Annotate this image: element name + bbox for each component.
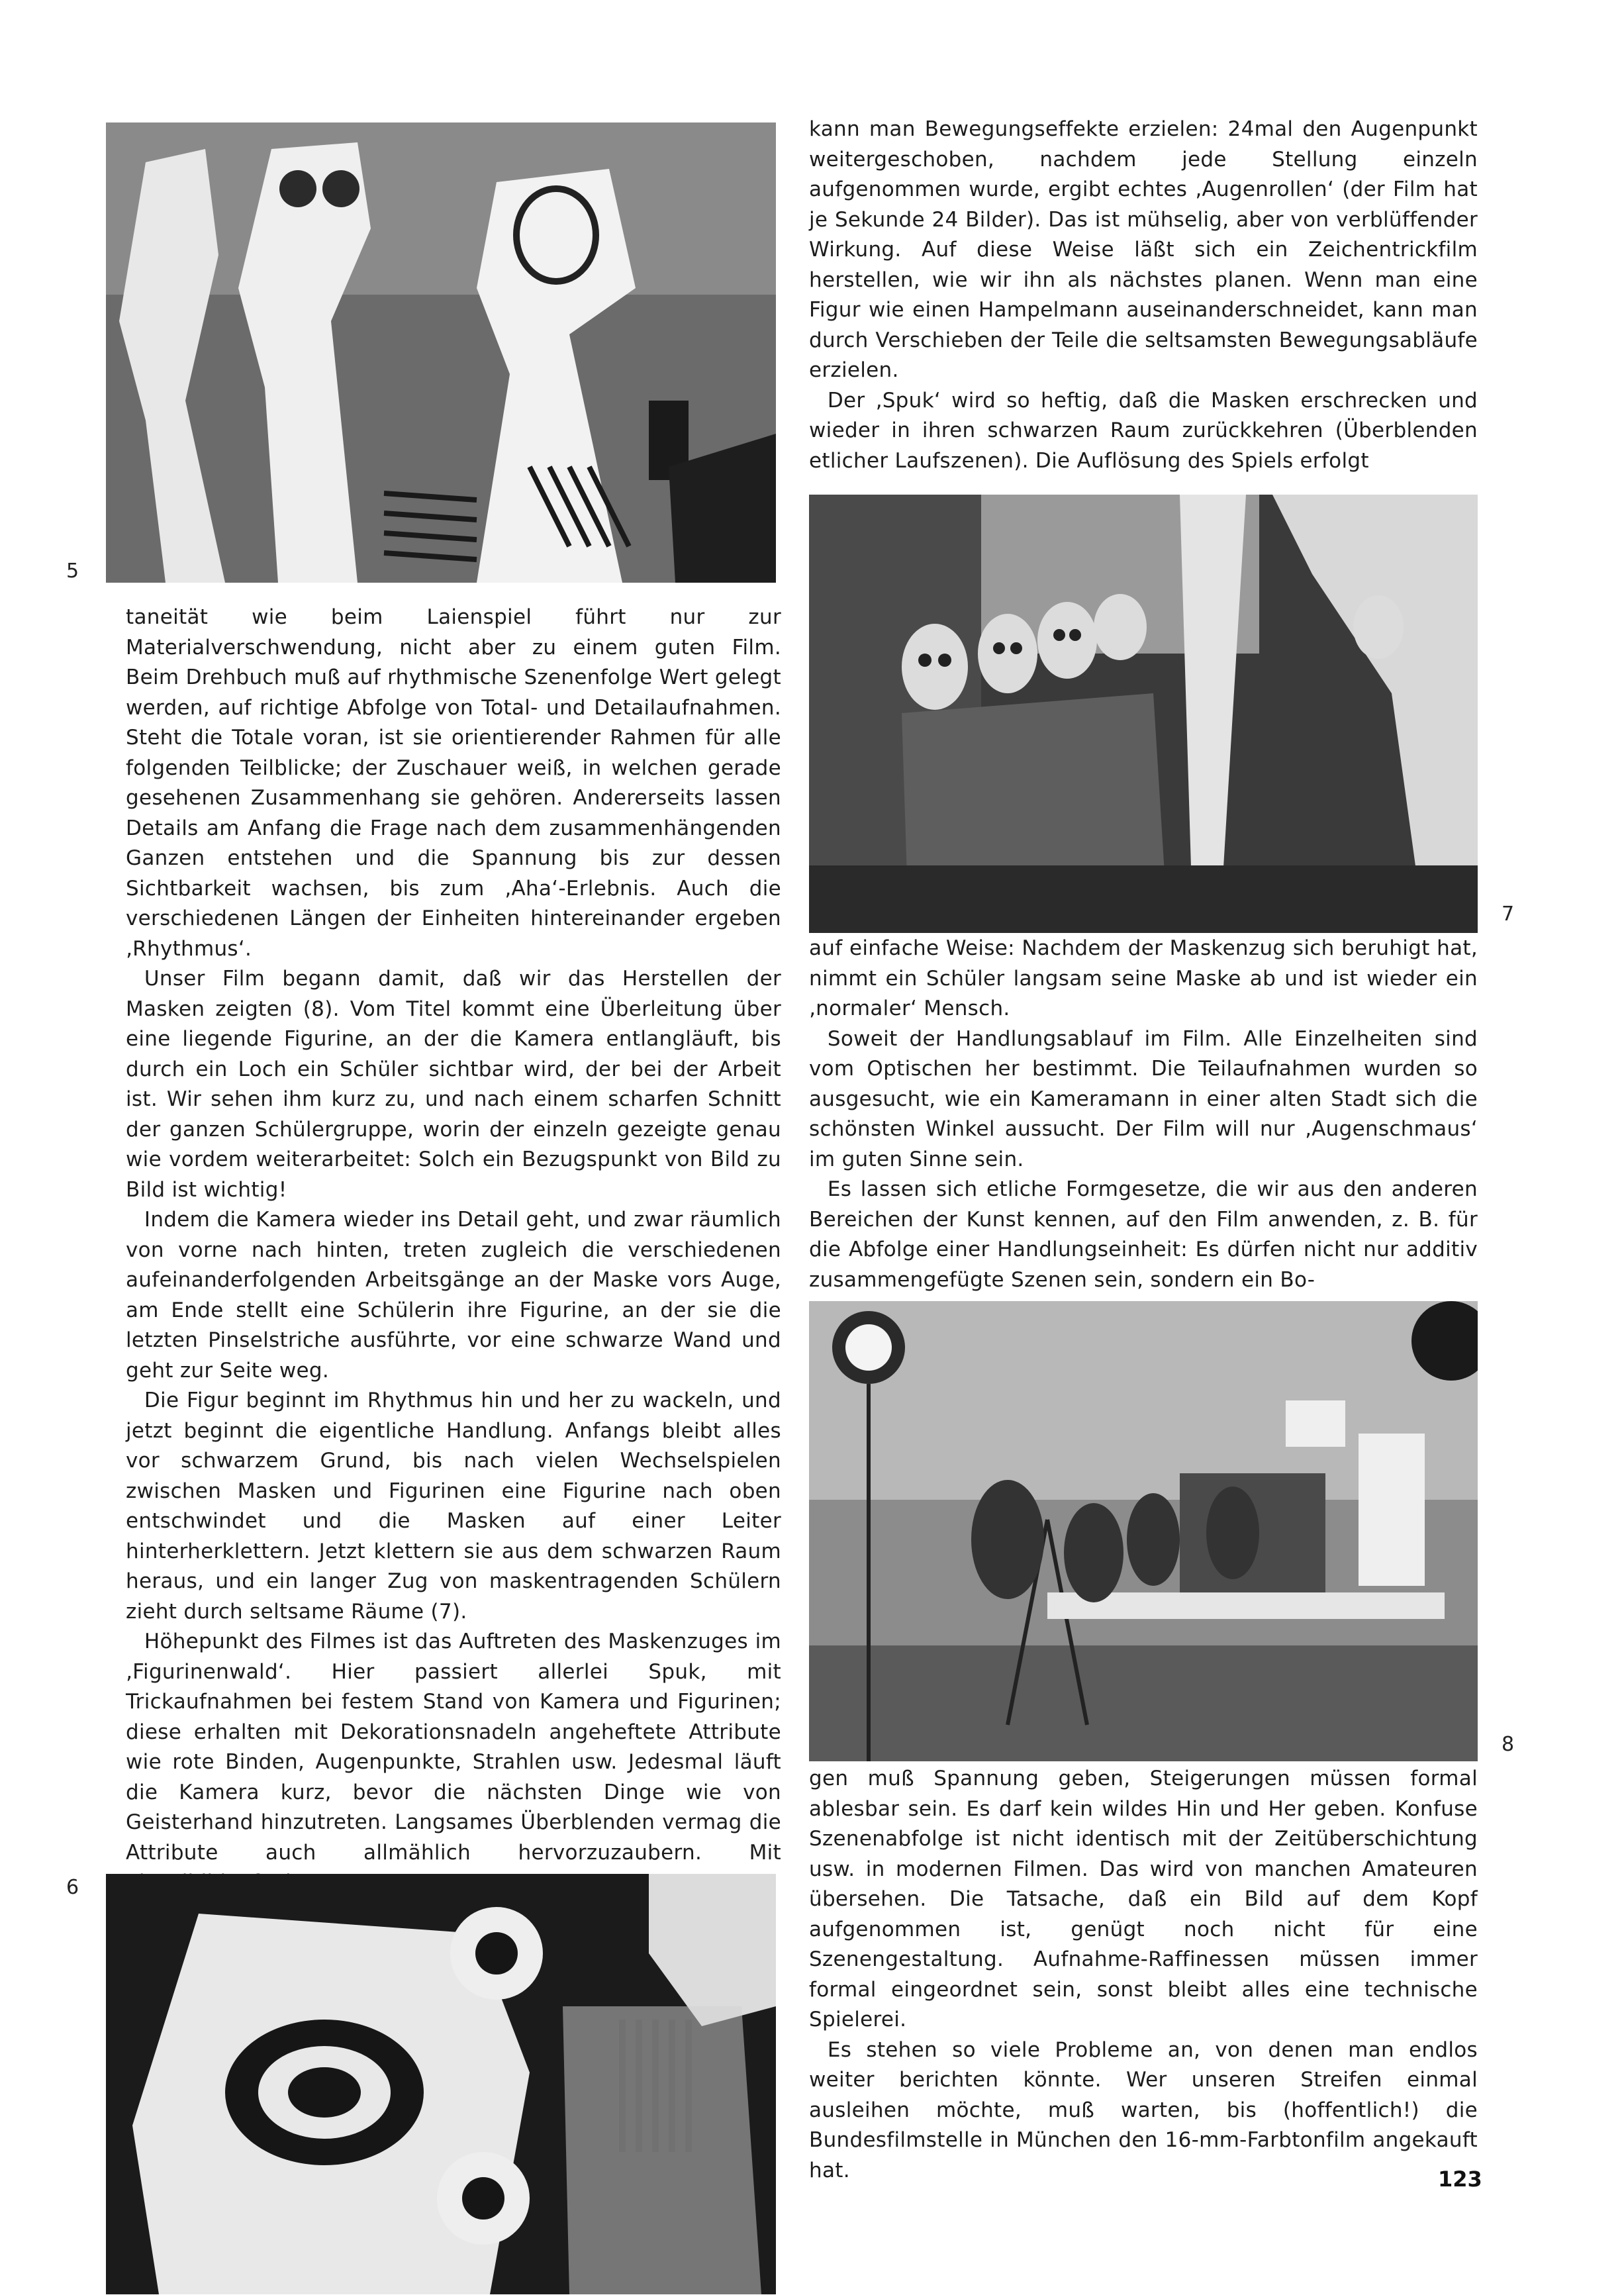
photo-figure-5 [106, 122, 776, 583]
figure-number-6: 6 [66, 1876, 79, 1899]
photo-figure-6 [106, 1874, 776, 2294]
paragraph: Höhepunkt des Filmes ist das Auftreten des Maskenzuges im ‚Figurinenwald‘. Hier passiert allerlei Spuk, mit Trickaufnahmen bei festem Stand von Kamera und Figurinen; diese erhalten mit Dekorationsnadeln angeheftete Attribute wie rote Binden, Augenpunkte, Strahlen usw. Jedesmal läuft die Kamera kurz, bevor die nächsten Dinge wie von Geisterhand hinzutreten. Langsames Überblenden vermag die Attribute auch allmählich hervorzuzaubern. Mit [126, 1630, 781, 1865]
photo-figure-8 [809, 1301, 1478, 1761]
right-column-middle-text [809, 934, 1478, 1295]
paragraph: kann man Bewegungseffekte erzielen: 24mal den Augenpunkt weitergeschoben, nachdem jede Stellung einzeln aufgenommen wurde, ergibt echtes ‚Augenrollen‘ (der Film hat je Sekunde 24 Bilder). Das ist mühselig, aber von verblüffender Wirkung. Auf diese Weise läßt sich ein Zeichentrickfilm herstellen, wie wir ihn als nächstes planen. Wenn man eine Figur wie einen Hampelmann auseinanderschneidet, kann man durch Verschieben der Teile die seltsamsten Bewegungsabläufe erzielen. [809, 117, 1478, 382]
right-column-bottom-text [809, 1764, 1478, 2186]
left-column-text [126, 603, 781, 1898]
page-number: 123 [1438, 2167, 1482, 2192]
figure-number-7: 7 [1502, 903, 1515, 926]
mask-closeup-image [106, 1874, 776, 2294]
paragraph: auf einfache Weise: Nachdem der Maskenzug sich beruhigt hat, nimmt ein Schüler langsam seine Maske ab und ist wieder ein ‚normaler‘ Mensch. [809, 936, 1478, 1020]
figurines-image [106, 122, 776, 583]
paragraph: Soweit der Handlungsablauf im Film. Alle Einzelheiten sind vom Optischen her bestimmt. Die Teilaufnahmen wurden so ausgesucht, wie ein Kameramann in einer alten Stadt sich die schönsten Winkel aussucht. Der Film will nur ‚Augenschmaus‘ im guten Sinne sein. [809, 1026, 1478, 1171]
procession-image [809, 495, 1478, 933]
figure-number-8: 8 [1502, 1733, 1515, 1756]
paragraph: taneität wie beim Laienspiel führt nur zur Materialverschwendung, nicht aber zu einem guten Film. Beim Drehbuch muß auf rhythmische Szenenfolge Wert gelegt werden, auf richtige Abfolge von Total- und Detailaufnahmen. Steht die Totale voran, ist sie orientierender Rahmen für alle folgenden Teilblicke; der Zuschauer weiß, in welchen gerade gesehenen Zusammenhang sie gehören. Andererseits lassen Details am Anfang die Frage nach dem zusammenhängenden Ganzen entstehen und die Spannung bis zur dessen Sichtbarkeit wachsen, bis zum ‚Aha‘-Erlebnis. Auch die verschiedenen Längen der Einheiten hintereinander ergeben ‚Rhythmus‘. [126, 605, 781, 961]
paragraph: Es stehen so viele Probleme an, von denen man endlos weiter berichten könnte. Wer unseren Streifen einmal ausleihen möchte, muß warten, bis (hoffentlich!) die Bundesfilmstelle in München den 16-mm-Farbtonfilm angekauft hat. [809, 2037, 1478, 2182]
paragraph: Es lassen sich etliche Formgesetze, die wir aus den anderen Bereichen der Kunst kennen, auf den Film anwenden, z. B. für die Abfolge einer Handlungseinheit: Es dürfen nicht nur additiv zusammengefügte Szenen sein, sondern ein Bo- [809, 1177, 1478, 1292]
film-set-image [809, 1301, 1478, 1761]
paragraph: Indem die Kamera wieder ins Detail geht, und zwar räumlich von vorne nach hinten, treten zugleich die verschiedenen aufeinanderfolgenden Arbeitsgänge an der Maske vors Auge, am Ende stellt eine Schülerin ihre Figurine, an der sie die letzten Pinselstriche ausführte, vor eine schwarze Wand und geht zur Seite weg. [126, 1208, 781, 1383]
paragraph: Die Figur beginnt im Rhythmus hin und her zu wackeln, und jetzt beginnt die eigentliche Handlung. Anfangs bleibt alles vor schwarzem Grund, bis nach vielen Wechselspielen zwischen Masken und Figurinen eine Figurine nach oben entschwindet und die Masken auf einer Leiter hinterherklettern. Jetzt klettern sie aus dem schwarzen Raum heraus, und ein langer Zug von maskentragenden Schülern zieht durch seltsame Räume (7). [126, 1389, 781, 1624]
paragraph: gen muß Spannung geben, Steigerungen müssen formal ablesbar sein. Es darf kein wildes Hin und Her geben. Konfuse Szenenabfolge ist nicht identisch mit der Zeitüberschichtung usw. in modernen Filmen. Das wird von manchen Amateuren übersehen. Die Tatsache, daß ein Bild auf dem Kopf aufgenommen ist, genügt noch nicht für eine Szenengestaltung. Aufnahme-Raffinessen müssen immer formal eingeordnet sein, sonst bleibt alles eine technische Spielerei. [809, 1767, 1478, 2031]
figure-number-5: 5 [66, 560, 79, 583]
photo-figure-7 [809, 495, 1478, 933]
paragraph: Der ‚Spuk‘ wird so heftig, daß die Masken erschrecken und wieder in ihren schwarzen Raum zurückkehren (Überblenden etlicher Laufszenen). Die Auflösung des Spiels erfolgt [809, 388, 1478, 473]
right-column-top-text [809, 115, 1478, 476]
paragraph: Unser Film begann damit, daß wir das Herstellen der Masken zeigten (8). Vom Titel kommt eine Überleitung über eine liegende Figurine, an der die Kamera entlangläuft, bis durch ein Loch ein Schüler sichtbar wird, der bei der Arbeit ist. Wir sehen ihm kurz zu, und nach einem scharfen Schnitt der ganzen Schülergruppe, worin der einzeln gezeigte genau wie vordem weiterarbeitet: Solch ein Bezugspunkt von Bild zu Bild ist wichtig! [126, 967, 781, 1202]
